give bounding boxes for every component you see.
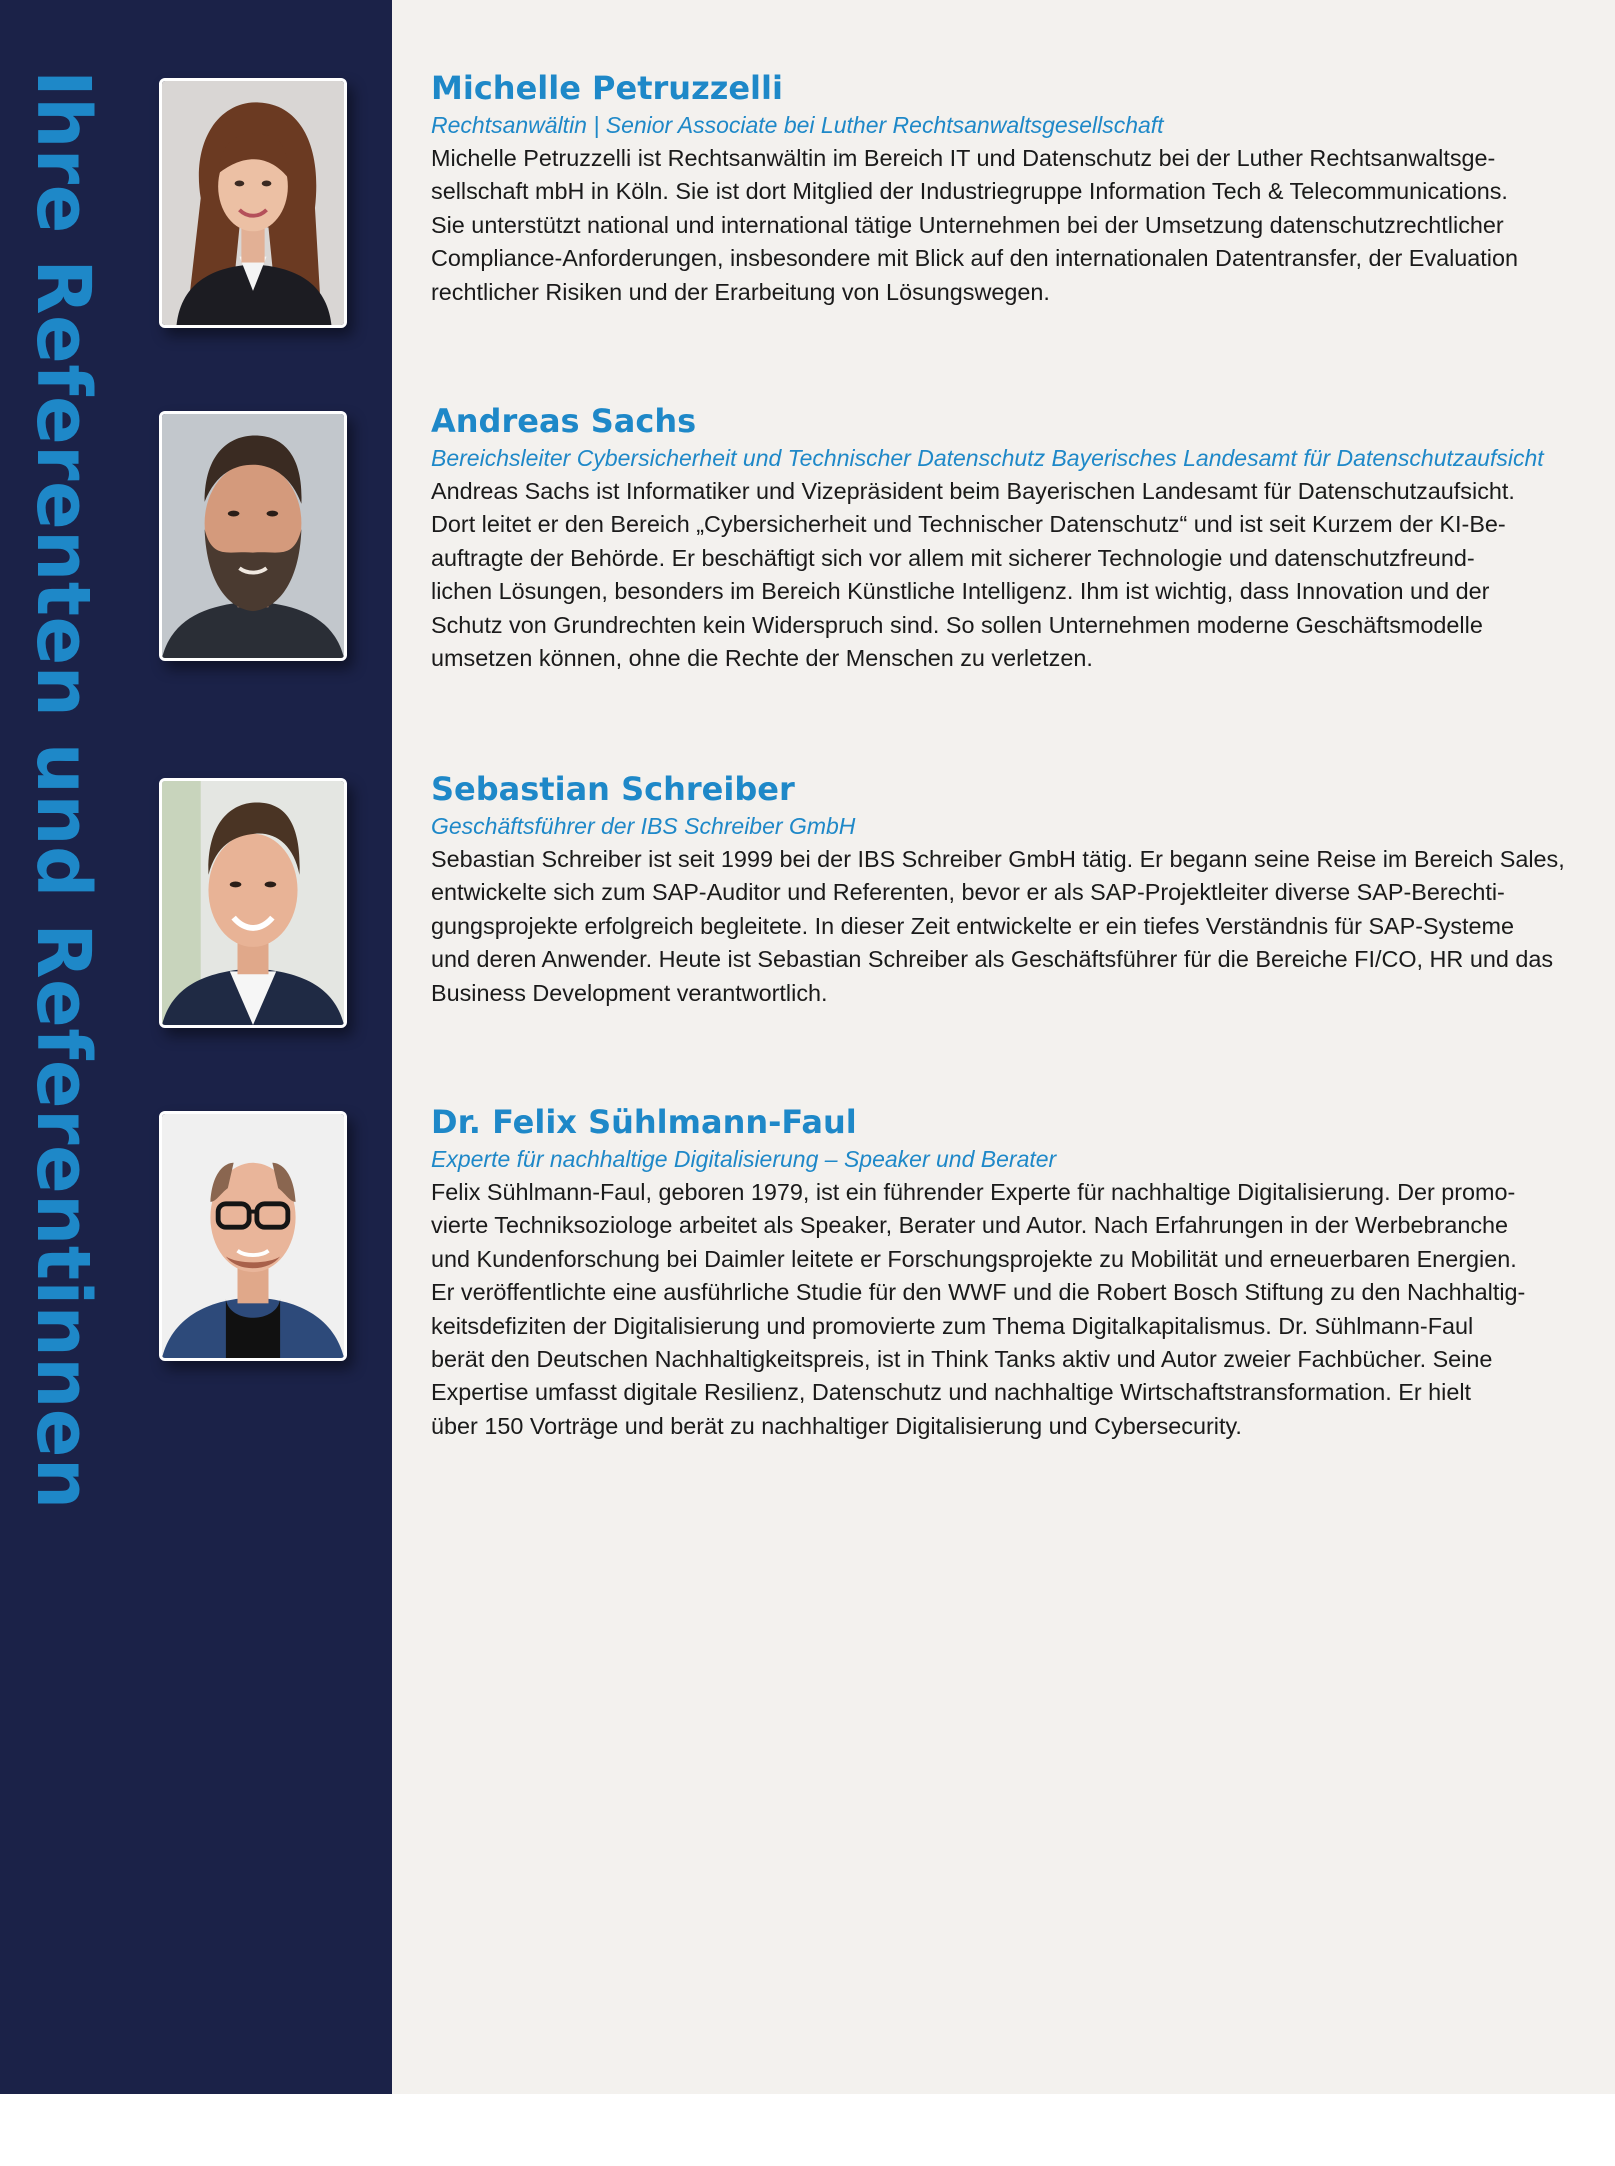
speaker-entry <box>431 401 1551 675</box>
speaker-bio <box>431 142 1551 309</box>
bio-line: sellschaft mbH in Köln. Sie ist dort Mitglied der Industriegruppe Information Tech & Telecommunications. <box>431 178 1508 205</box>
speaker-photo-sebastian-schreiber <box>159 778 347 1028</box>
bio-line: Er veröffentlichte eine ausführliche Studie für den WWF und die Robert Bosch Stiftung zu den Nachhaltig- <box>431 1279 1526 1306</box>
portrait-man-beard-icon <box>162 414 344 658</box>
speaker-photo-andreas-sachs <box>159 411 347 661</box>
bio-line: Sebastian Schreiber ist seit 1999 bei der IBS Schreiber GmbH tätig. Er begann seine Reise im Bereich Sales, <box>431 846 1565 872</box>
bio-line: umsetzen können, ohne die Rechte der Menschen zu verletzen. <box>431 645 1093 672</box>
bio-line: gungsprojekte erfolgreich begleitete. In dieser Zeit entwickelte er ein tiefes Verständnis für SAP-Systeme <box>431 912 1515 939</box>
portrait-man-suit-icon <box>162 781 344 1025</box>
bio-line: vierte Techniksoziologe arbeitet als Speaker, Berater und Autor. Nach Erfahrungen in der Werbebranche <box>431 1212 1509 1239</box>
bio-line: Schutz von Grundrechten kein Widerspruch sind. So sollen Unternehmen moderne Geschäftsmodelle <box>431 611 1483 638</box>
speaker-entry <box>431 68 1551 309</box>
bio-line: Compliance-Anforderungen, insbesondere mit Blick auf den internationalen Datentransfer, der Evaluation <box>431 245 1519 272</box>
speaker-entry <box>431 1102 1551 1443</box>
speaker-name: Andreas Sachs <box>431 402 697 440</box>
bio-line: Felix Sühlmann-Faul, geboren 1979, ist ein führender Experte für nachhaltige Digitalisierung. Der promo- <box>431 1179 1516 1205</box>
bio-line: Michelle Petruzzelli ist Rechtsanwältin im Bereich IT und Datenschutz bei der Luther Rechtsanwaltsge- <box>431 145 1496 171</box>
bio-line: Business Development verantwortlich. <box>431 979 828 1006</box>
bio-line: auftragte der Behörde. Er beschäftigt sich vor allem mit sicherer Technologie und datenschutzfreund- <box>431 544 1475 571</box>
bio-line: berät den Deutschen Nachhaltigkeitspreis, ist in Think Tanks aktiv und Autor zweier Fachbücher. Seine <box>431 1346 1493 1373</box>
bio-line: rechtlicher Risiken und der Erarbeitung von Lösungswegen. <box>431 278 1050 305</box>
speaker-bio <box>431 843 1565 1010</box>
speaker-bio <box>431 475 1551 675</box>
speaker-role: Experte für nachhaltige Digitalisierung – Speaker und Berater <box>431 1146 1057 1172</box>
speaker-entry <box>431 769 1565 1010</box>
speaker-role: Rechtsanwältin | Senior Associate bei Luther Rechtsanwaltsgesellschaft <box>431 112 1164 138</box>
speaker-photo-felix-suehlmann-faul <box>159 1111 347 1361</box>
bio-line: lichen Lösungen, besonders im Bereich Künstliche Intelligenz. Ihm ist wichtig, dass Innovation und der <box>431 578 1490 605</box>
sidebar-title: Ihre Referenten und Referentinnen <box>20 70 106 1510</box>
bio-line: Andreas Sachs ist Informatiker und Vizepräsident beim Bayerischen Landesamt für Datenschutzaufsicht. <box>431 478 1515 504</box>
bio-line: entwickelte sich zum SAP-Auditor und Referenten, bevor er als SAP-Projektleiter diverse SAP-Berechti- <box>431 879 1505 906</box>
bio-line: Expertise umfasst digitale Resilienz, Datenschutz und nachhaltige Wirtschaftstransformation. Er hielt <box>431 1379 1472 1406</box>
speaker-name: Dr. Felix Sühlmann-Faul <box>431 1103 857 1141</box>
portrait-woman-icon <box>162 81 344 325</box>
bio-line: Dort leitet er den Bereich „Cybersicherheit und Technischer Datenschutz“ und ist seit Kurzem der KI-Be- <box>431 511 1506 538</box>
sidebar <box>0 0 392 2094</box>
bio-line: keitsdefiziten der Digitalisierung und promovierte zum Thema Digitalkapitalismus. Dr. Sühlmann-Faul <box>431 1312 1474 1339</box>
speaker-photo-michelle-petruzzelli <box>159 78 347 328</box>
bio-line: und Kundenforschung bei Daimler leitete er Forschungsprojekte zu Mobilität und erneuerbaren Energien. <box>431 1245 1517 1272</box>
bio-line: Sie unterstützt national und international tätige Unternehmen bei der Umsetzung datenschutzrechtlicher <box>431 211 1504 238</box>
speaker-name: Michelle Petruzzelli <box>431 69 783 107</box>
speaker-bio <box>431 1176 1551 1443</box>
speaker-name: Sebastian Schreiber <box>431 770 795 808</box>
speaker-role: Geschäftsführer der IBS Schreiber GmbH <box>431 813 856 839</box>
bio-line: und deren Anwender. Heute ist Sebastian Schreiber als Geschäftsführer für die Bereiche FI/CO, HR und das <box>431 946 1554 973</box>
bio-line: über 150 Vorträge und berät zu nachhaltiger Digitalisierung und Cybersecurity. <box>431 1412 1242 1439</box>
portrait-man-glasses-icon <box>162 1114 344 1358</box>
speaker-role: Bereichsleiter Cybersicherheit und Technischer Datenschutz Bayerisches Landesamt für Datenschutzaufsicht <box>431 445 1544 471</box>
